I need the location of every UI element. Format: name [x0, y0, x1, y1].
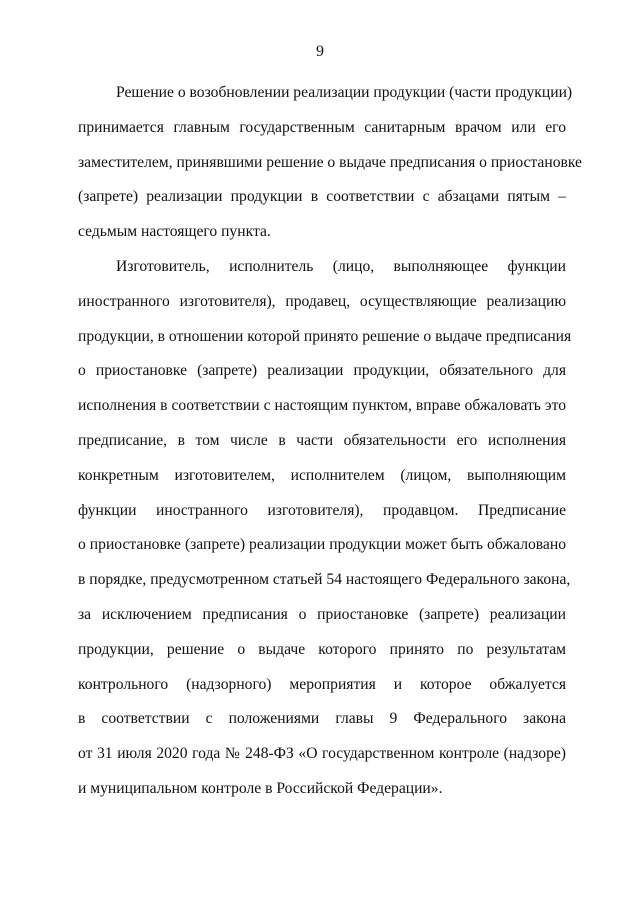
- text-line: за исключением предписания о приостановке (запрете) реализации: [78, 605, 566, 623]
- text-line: продукции, в отношении которой принято решение о выдаче предписания: [78, 327, 572, 345]
- text-line: (запрете) реализации продукции в соответствии с абзацами пятым –: [78, 188, 566, 206]
- text-line: и муниципальном контроле в Российской Федерации».: [78, 779, 443, 797]
- text-line: предписание, в том числе в части обязательности его исполнения: [78, 431, 566, 449]
- paragraph-resumption-decision: [78, 76, 582, 250]
- page-number: 9: [316, 43, 324, 60]
- text-line: Изготовитель, исполнитель (лицо, выполняющее функции: [116, 257, 566, 275]
- text-line: седьмым настоящего пункта.: [78, 223, 271, 241]
- text-line: в порядке, предусмотренном статьей 54 настоящего Федерального закона,: [78, 571, 571, 589]
- text-line: принимается главным государственным санитарным врачом или его: [78, 118, 566, 136]
- text-line: контрольного (надзорного) мероприятия и которое обжалуется: [78, 675, 566, 693]
- text-line: в соответствии с положениями главы 9 Федерального закона: [78, 710, 566, 728]
- document-body: [78, 76, 582, 807]
- text-line: функции иностранного изготовителя), продавцом. Предписание: [78, 501, 566, 519]
- text-line: конкретным изготовителем, исполнителем (лицом, выполняющим: [78, 466, 566, 484]
- text-line: заместителем, принявшими решение о выдаче предписания о приостановке: [78, 153, 582, 171]
- text-line: продукции, решение о выдаче которого принято по результатам: [78, 640, 566, 658]
- text-line: о приостановке (запрете) реализации продукции может быть обжаловано: [78, 536, 566, 554]
- text-line: от 31 июля 2020 года № 248-ФЗ «О государственном контроле (надзоре): [78, 745, 566, 763]
- text-line: исполнения в соответствии с настоящим пунктом, вправе обжаловать это: [78, 397, 566, 415]
- paragraph-appeal-right: [78, 250, 572, 807]
- text-line: иностранного изготовителя), продавец, осуществляющие реализацию: [78, 292, 566, 310]
- text-line: о приостановке (запрете) реализации продукции, обязательного для: [78, 362, 566, 380]
- text-line: Решение о возобновлении реализации продукции (части продукции): [116, 84, 573, 101]
